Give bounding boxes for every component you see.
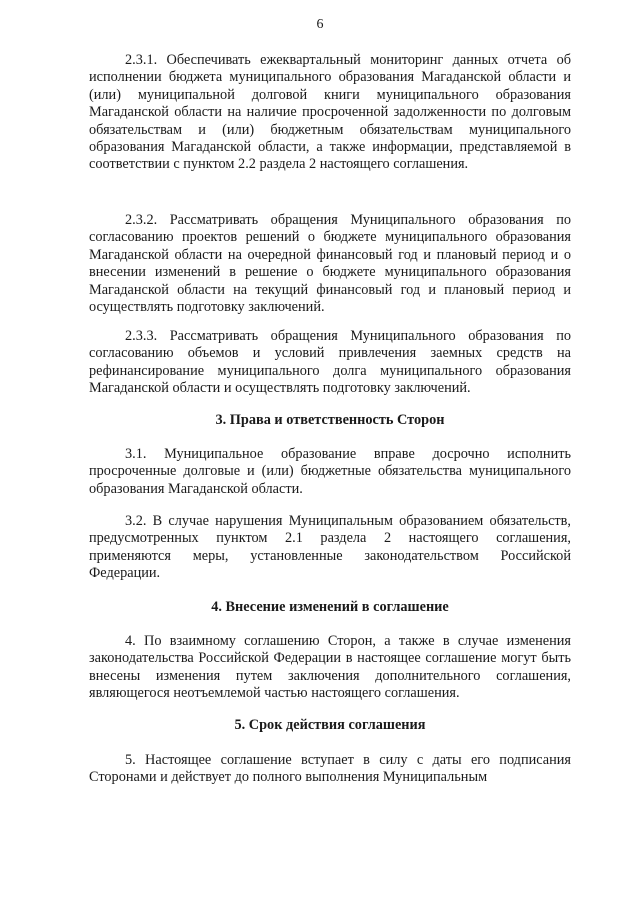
section-heading-4: 4. Внесение изменений в соглашение — [211, 599, 449, 615]
paragraph-3-2: 3.2. В случае нарушения Муниципальным образованием обязательств, предусмотренных пунктом 2.1 раздела 2 настоящего соглашения, применяются меры, установленные законодательством Российской Федерации. — [89, 513, 571, 582]
paragraph-3-1: 3.1. Муниципальное образование вправе досрочно исполнить просроченные долговые и (или) бюджетные обязательства муниципального образования Магаданской области. — [89, 446, 571, 497]
section-heading-3: 3. Права и ответственность Сторон — [215, 412, 445, 428]
page-number: 6 — [316, 17, 324, 32]
paragraph-2-3-2: 2.3.2. Рассматривать обращения Муниципального образования по согласованию проектов решений о бюджете муниципального образования Магаданской области на очередной финансовый год и плановый период и о внесении изменений в решение о бюджете муниципального образования Магаданской области на текущий финансовый год и плановый период и осуществлять подготовку заключений. — [89, 212, 571, 316]
section-heading-5: 5. Срок действия соглашения — [234, 717, 426, 733]
paragraph-5: 5. Настоящее соглашение вступает в силу с даты его подписания Сторонами и действует до полного выполнения Муниципальным — [89, 752, 571, 786]
paragraph-2-3-3: 2.3.3. Рассматривать обращения Муниципального образования по согласованию объемов и условий привлечения заемных средств на рефинансирование муниципального долга муниципального образования Магаданской области и осуществлять подготовку заключений. — [89, 328, 571, 397]
paragraph-4: 4. По взаимному соглашению Сторон, а также в случае изменения законодательства Российской Федерации в настоящее соглашение могут быть внесены изменения путем заключения дополнительного соглашения, являющегося неотъемлемой частью настоящего соглашения. — [89, 633, 571, 702]
paragraph-2-3-1: 2.3.1. Обеспечивать ежеквартальный мониторинг данных отчета об исполнении бюджета муниципального образования Магаданской области и (или) муниципальной долговой книги муниципального образования Магаданской области на наличие просроченной задолженности по долговым обязательствам и (или) бюджетным обязательствам муниципального образования Магаданской области, а также информации, представляемой в соответствии с пунктом 2.2 раздела 2 настоящего соглашения. — [89, 52, 571, 173]
